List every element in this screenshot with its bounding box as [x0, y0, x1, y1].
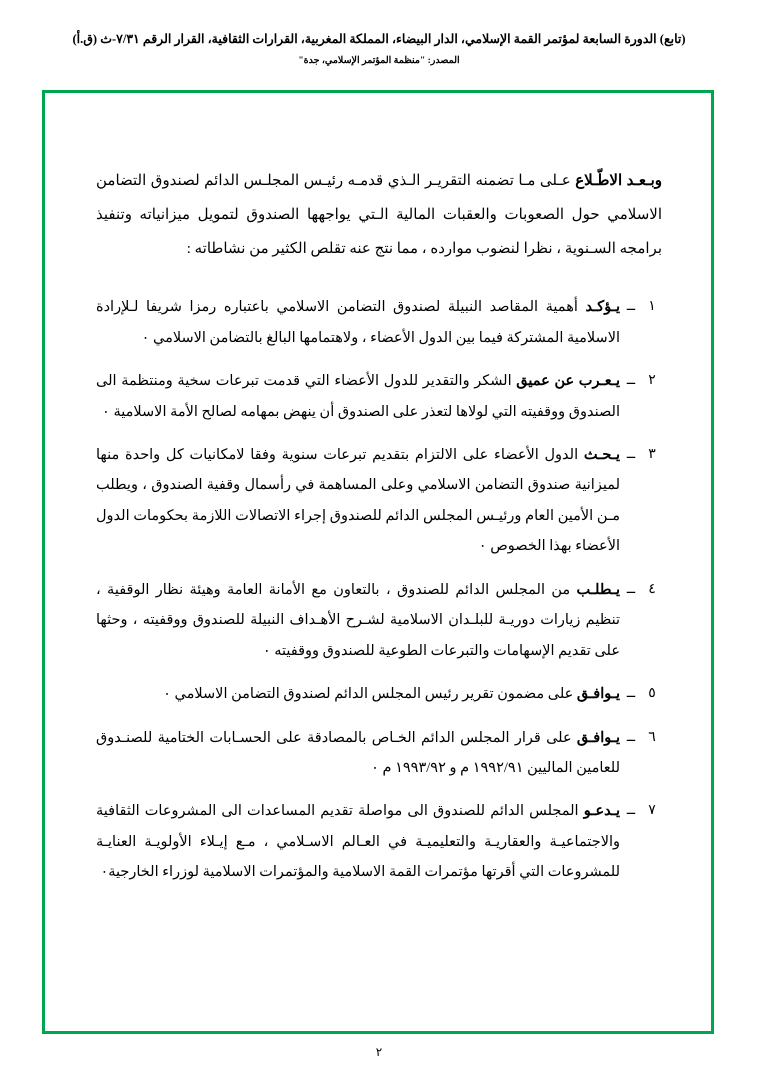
- list-item: [96, 440, 662, 562]
- page-number: ٢: [375, 1045, 383, 1059]
- item-body: الشكر والتقدير للدول الأعضاء التي قدمت تبرعات سخية ومنتظمة الى الصندوق ووقفيته التي لولاها لتعذر على الصندوق أن ينهض بمهامه لصالح الأمة الاسلامية ٠: [96, 373, 620, 420]
- list-item: [96, 366, 662, 427]
- item-number: ٧: [648, 803, 656, 819]
- item-body: على قرار المجلس الدائم الخـاص بالمصادقة على الحسـابات الختامية للصنـدوق للعامين الماليين ١٩٩٢/٩١ م و ١٩٩٣/٩٢ م ٠: [96, 729, 620, 776]
- item-body: أهمية المقاصد النبيلة لصندوق التضامن الاسلامي باعتباره رمزا شريفا لـلإرادة الاسلامية المشتركة فيما بين الدول الأعضاء ، ولاهتمامها البالغ بالتضامن الاسلامي ٠: [96, 299, 620, 346]
- item-dash: ــ: [626, 447, 636, 462]
- item-dash: ــ: [626, 803, 636, 819]
- page-footer: [0, 1045, 758, 1060]
- intro-paragraph: [96, 165, 662, 266]
- item-body: من المجلس الدائم للصندوق ، بالتعاون مع الأمانة العامة وهيئة نظار الوقفية ، تنظيم زيارات دوريـة للبلـدان الاسلامية لشـرح الأهـداف النبيلة للصندوق ووقفيته ، وحثها على تقديم الإسهامات والتبرعات الطوعية للصندوق ووقفيته ٠: [96, 581, 620, 659]
- item-body: المجلس الدائم للصندوق الى مواصلة تقديم المساعدات الى المشروعات الثقافية والاجتماعيـة والعقاريـة والتعليميـة في العـالم الاسـلامي ، مـع إيـلاء الأولويـة العنايـة للمشروعات التي أقرتها مؤتمرات القمة الاسلامية والمؤتمرات الاسلامية لوزراء الخارجية٠: [96, 803, 620, 881]
- item-text: [96, 575, 620, 666]
- item-number: ٣: [648, 447, 656, 462]
- intro-lead-text: وبـعـد الاطّـلاع: [575, 173, 662, 189]
- item-lead: يـحـث: [583, 447, 620, 463]
- list-item: [96, 796, 662, 887]
- item-number: ٢: [648, 373, 656, 389]
- item-body: على مضمون تقرير رئيس المجلس الدائم لصندوق التضامن الاسلامي ٠: [163, 686, 577, 703]
- item-dash: ــ: [626, 686, 636, 702]
- resolution-items-list: [96, 292, 662, 887]
- item-number: ١: [648, 299, 656, 315]
- item-number: ٤: [648, 581, 656, 597]
- item-dash: ــ: [626, 299, 636, 315]
- item-lead: يـعـرب عن عميق: [516, 373, 620, 390]
- header-source: المصدر: "منظمة المؤتمر الإسلامي، جدة": [298, 55, 460, 66]
- intro-rest-text: عـلى مـا تضمنه التقريـر الـذي قدمـه رئيـس المجلـس الدائم لصندوق التضامن الاسلامي حول الصعوبات والعقبات المالية الـتي يواجهها الصندوق لتمويل ميزانياته وتنفيذ برامجه السـنوية ، نظرا لنضوب موارده ، مما نتج عنه تقلص الكثير من نشاطاته :: [96, 173, 662, 257]
- item-lead: يـوافـق: [576, 686, 620, 703]
- item-lead: يـدعـو: [583, 803, 620, 820]
- item-lead: يـوافـق: [576, 729, 620, 746]
- document-body: [96, 150, 662, 901]
- item-lead: يـطلـب: [576, 581, 620, 598]
- header-title: (تابع) الدورة السابعة لمؤتمر القمة الإسلامي، الدار البيضاء، المملكة المغربية، القرارات الثقافية، القرار الرقم ٧/٣١-ث (ق.أ): [72, 32, 686, 46]
- item-text: [96, 292, 620, 353]
- list-item: [96, 292, 662, 353]
- list-item: [96, 679, 662, 709]
- item-dash: ــ: [626, 729, 636, 745]
- page-header: [0, 30, 758, 66]
- item-text: [96, 440, 620, 562]
- item-number: ٦: [648, 729, 656, 745]
- item-body: الدول الأعضاء على الالتزام بتقديم تبرعات سنوية وفقا لامكانيات كل واحدة منها لميزانية صندوق التضامن الاسلامي وعلى المساهمة في رأسمال وقفية الصندوق ، ويطلب مـن الأمين العام ورئيـس المجلس الدائم للصندوق إجراء الاتصالات اللازمة بحكومات الدول الأعضاء بهذا الخصوص ٠: [96, 447, 620, 555]
- list-item: [96, 575, 662, 666]
- item-text: [96, 796, 620, 887]
- item-dash: ــ: [626, 581, 636, 597]
- item-number: ٥: [648, 686, 656, 702]
- item-lead: يـؤكـد: [585, 299, 620, 316]
- item-dash: ــ: [626, 373, 636, 389]
- item-text: [96, 723, 620, 784]
- list-item: [96, 723, 662, 784]
- item-text: [96, 366, 620, 427]
- item-text: [96, 679, 620, 709]
